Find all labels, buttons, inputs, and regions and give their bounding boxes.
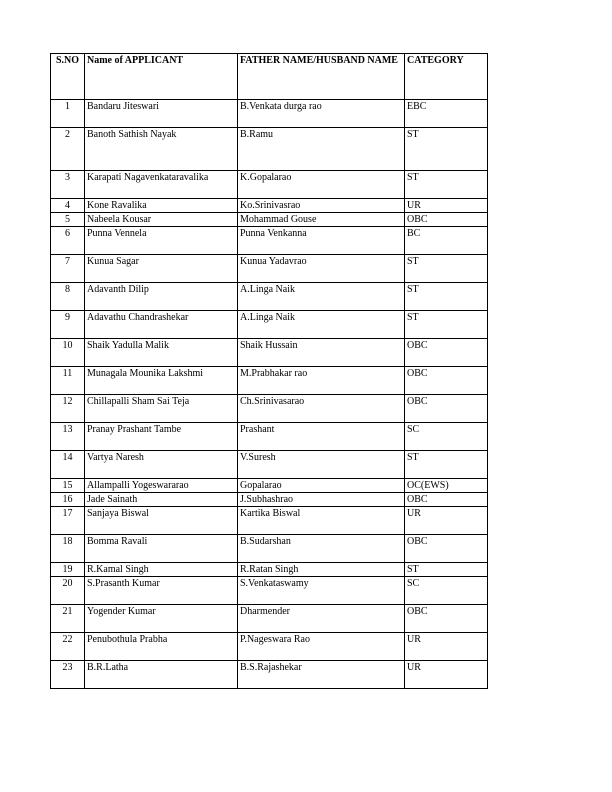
cell-category: EBC xyxy=(405,100,488,128)
cell-category: ST xyxy=(405,283,488,311)
cell-father-husband-name: M.Prabhakar rao xyxy=(238,367,405,395)
cell-applicant-name: Vartya Naresh xyxy=(85,451,238,479)
cell-applicant-name: S.Prasanth Kumar xyxy=(85,577,238,605)
cell-sno: 17 xyxy=(51,507,85,535)
table-row xyxy=(51,605,488,633)
table-row xyxy=(51,367,488,395)
cell-category: OBC xyxy=(405,535,488,563)
cell-father-husband-name: R.Ratan Singh xyxy=(238,563,405,577)
cell-sno: 18 xyxy=(51,535,85,563)
cell-category: OBC xyxy=(405,367,488,395)
cell-category: OBC xyxy=(405,213,488,227)
cell-applicant-name: Sanjaya Biswal xyxy=(85,507,238,535)
table-row xyxy=(51,128,488,171)
table-row xyxy=(51,100,488,128)
table-row xyxy=(51,661,488,689)
cell-father-husband-name: Ko.Srinivasrao xyxy=(238,199,405,213)
cell-father-husband-name: Ch.Srinivasarao xyxy=(238,395,405,423)
cell-sno: 13 xyxy=(51,423,85,451)
cell-sno: 22 xyxy=(51,633,85,661)
cell-father-husband-name: Gopalarao xyxy=(238,479,405,493)
cell-father-husband-name: J.Subhashrao xyxy=(238,493,405,507)
cell-category: OBC xyxy=(405,339,488,367)
cell-sno: 15 xyxy=(51,479,85,493)
table-row xyxy=(51,283,488,311)
cell-father-husband-name: B.S.Rajashekar xyxy=(238,661,405,689)
cell-father-husband-name: Kartika Biswal xyxy=(238,507,405,535)
header-applicant-name: Name of APPLICANT xyxy=(85,54,238,100)
cell-sno: 11 xyxy=(51,367,85,395)
table-row xyxy=(51,395,488,423)
applicants-table xyxy=(50,53,488,689)
table-row xyxy=(51,423,488,451)
cell-sno: 23 xyxy=(51,661,85,689)
table-row xyxy=(51,213,488,227)
cell-father-husband-name: Mohammad Gouse xyxy=(238,213,405,227)
table-row xyxy=(51,227,488,255)
cell-applicant-name: Karapati Nagavenkataravalika xyxy=(85,171,238,199)
cell-applicant-name: Bomma Ravali xyxy=(85,535,238,563)
cell-father-husband-name: Kunua Yadavrao xyxy=(238,255,405,283)
cell-applicant-name: R.Kamal Singh xyxy=(85,563,238,577)
cell-sno: 12 xyxy=(51,395,85,423)
cell-applicant-name: Bandaru Jiteswari xyxy=(85,100,238,128)
cell-sno: 5 xyxy=(51,213,85,227)
cell-category: ST xyxy=(405,311,488,339)
cell-applicant-name: Nabeela Kousar xyxy=(85,213,238,227)
table-row xyxy=(51,507,488,535)
cell-applicant-name: Adavanth Dilip xyxy=(85,283,238,311)
table-row xyxy=(51,339,488,367)
cell-applicant-name: Yogender Kumar xyxy=(85,605,238,633)
cell-applicant-name: Banoth Sathish Nayak xyxy=(85,128,238,171)
cell-applicant-name: Pranay Prashant Tambe xyxy=(85,423,238,451)
cell-applicant-name: Punna Vennela xyxy=(85,227,238,255)
cell-category: ST xyxy=(405,128,488,171)
table-row xyxy=(51,199,488,213)
table-header-row xyxy=(51,54,488,100)
table-row xyxy=(51,535,488,563)
table-row xyxy=(51,563,488,577)
cell-applicant-name: Chillapalli Sham Sai Teja xyxy=(85,395,238,423)
cell-category: UR xyxy=(405,507,488,535)
cell-applicant-name: Penubothula Prabha xyxy=(85,633,238,661)
cell-sno: 7 xyxy=(51,255,85,283)
header-father-husband-name: FATHER NAME/HUSBAND NAME xyxy=(238,54,405,100)
table-row xyxy=(51,479,488,493)
cell-sno: 3 xyxy=(51,171,85,199)
cell-applicant-name: Jade Sainath xyxy=(85,493,238,507)
cell-category: SC xyxy=(405,423,488,451)
cell-sno: 10 xyxy=(51,339,85,367)
cell-sno: 19 xyxy=(51,563,85,577)
cell-father-husband-name: S.Venkataswamy xyxy=(238,577,405,605)
cell-category: OBC xyxy=(405,493,488,507)
cell-applicant-name: Kunua Sagar xyxy=(85,255,238,283)
cell-father-husband-name: B.Ramu xyxy=(238,128,405,171)
cell-category: OBC xyxy=(405,395,488,423)
table-row xyxy=(51,493,488,507)
cell-applicant-name: Shaik Yadulla Malik xyxy=(85,339,238,367)
cell-category: BC xyxy=(405,227,488,255)
cell-father-husband-name: A.Linga Naik xyxy=(238,311,405,339)
cell-father-husband-name: Dharmender xyxy=(238,605,405,633)
cell-father-husband-name: K.Gopalarao xyxy=(238,171,405,199)
cell-category: OBC xyxy=(405,605,488,633)
cell-category: UR xyxy=(405,661,488,689)
cell-father-husband-name: Prashant xyxy=(238,423,405,451)
cell-applicant-name: Allampalli Yogeswararao xyxy=(85,479,238,493)
table-row xyxy=(51,633,488,661)
cell-sno: 6 xyxy=(51,227,85,255)
cell-sno: 16 xyxy=(51,493,85,507)
cell-father-husband-name: A.Linga Naik xyxy=(238,283,405,311)
table-row xyxy=(51,171,488,199)
cell-sno: 1 xyxy=(51,100,85,128)
cell-sno: 4 xyxy=(51,199,85,213)
cell-sno: 14 xyxy=(51,451,85,479)
cell-category: UR xyxy=(405,633,488,661)
table-row xyxy=(51,311,488,339)
table-row xyxy=(51,451,488,479)
header-sno: S.NO xyxy=(51,54,85,100)
cell-applicant-name: Kone Ravalika xyxy=(85,199,238,213)
cell-sno: 9 xyxy=(51,311,85,339)
cell-father-husband-name: B.Venkata durga rao xyxy=(238,100,405,128)
cell-applicant-name: Munagala Mounika Lakshmi xyxy=(85,367,238,395)
cell-sno: 21 xyxy=(51,605,85,633)
cell-category: OC(EWS) xyxy=(405,479,488,493)
cell-applicant-name: B.R.Latha xyxy=(85,661,238,689)
cell-category: ST xyxy=(405,563,488,577)
cell-category: ST xyxy=(405,451,488,479)
cell-sno: 8 xyxy=(51,283,85,311)
cell-category: UR xyxy=(405,199,488,213)
cell-father-husband-name: Punna Venkanna xyxy=(238,227,405,255)
cell-father-husband-name: B.Sudarshan xyxy=(238,535,405,563)
header-category: CATEGORY xyxy=(405,54,488,100)
cell-sno: 2 xyxy=(51,128,85,171)
cell-sno: 20 xyxy=(51,577,85,605)
cell-father-husband-name: Shaik Hussain xyxy=(238,339,405,367)
table-row xyxy=(51,577,488,605)
cell-father-husband-name: P.Nageswara Rao xyxy=(238,633,405,661)
cell-category: SC xyxy=(405,577,488,605)
cell-applicant-name: Adavathu Chandrashekar xyxy=(85,311,238,339)
cell-category: ST xyxy=(405,255,488,283)
cell-father-husband-name: V.Suresh xyxy=(238,451,405,479)
table-row xyxy=(51,255,488,283)
cell-category: ST xyxy=(405,171,488,199)
